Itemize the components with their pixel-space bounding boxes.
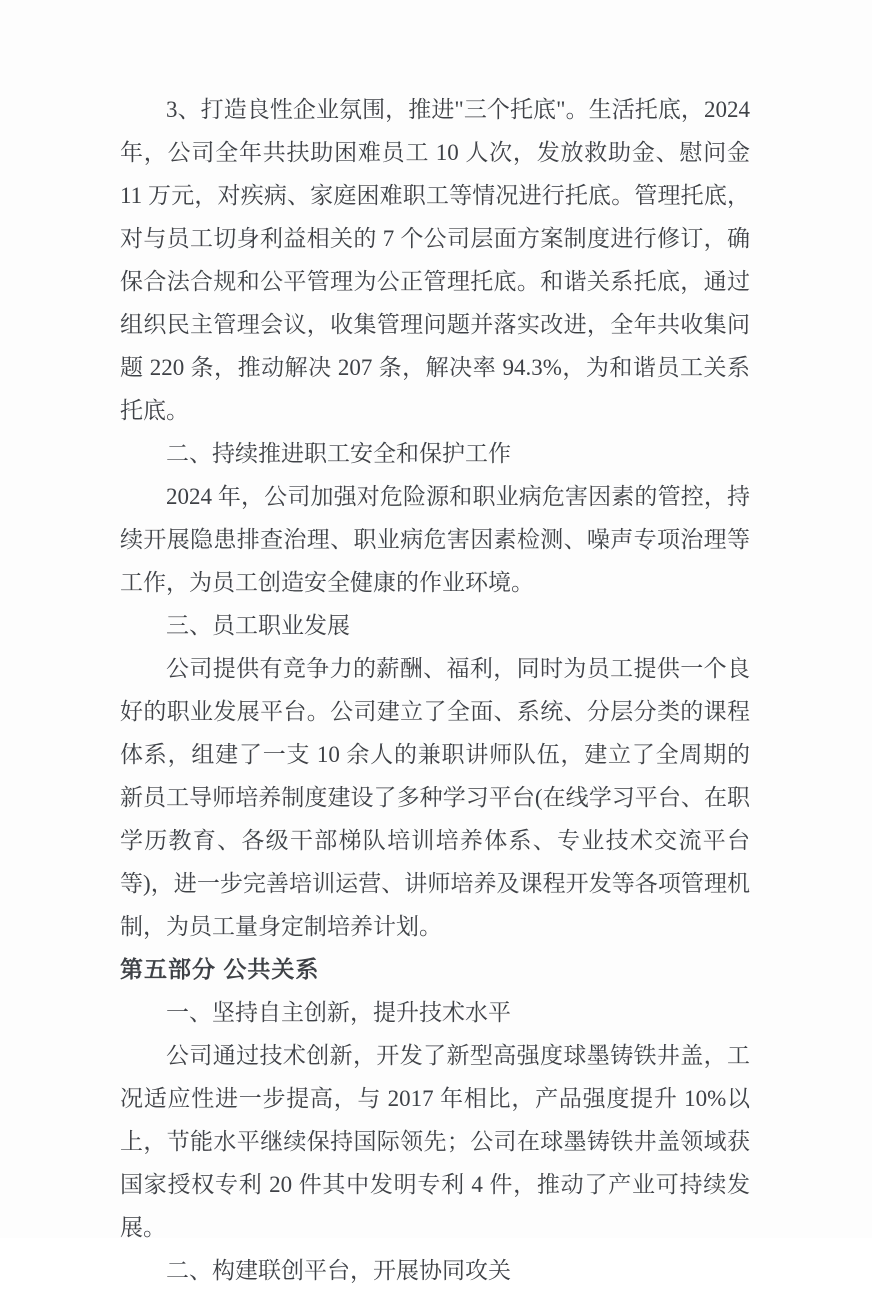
heading-independent-innovation: 一、坚持自主创新，提升技术水平 xyxy=(166,1000,511,1025)
heading-joint-innovation-platform: 二、构建联创平台，开展协同攻关 xyxy=(166,1258,511,1283)
heading-employee-career-development: 三、员工职业发展 xyxy=(166,613,350,638)
paragraph-safety-management-2024: 2024 年，公司加强对危险源和职业病危害因素的管控，持续开展隐患排查治理、职业病危害因素检测、噪声专项治理等工作，为员工创造安全健康的作业环境。 xyxy=(120,484,750,595)
paragraph-training-platform-system: 公司提供有竞争力的薪酬、福利，同时为员工提供一个良好的职业发展平台。公司建立了全面、系统、分层分类的课程体系，组建了一支 10 余人的兼职讲师队伍，建立了全周期的新员工导师培养制度建设了多种学习平台(在线学习平台、在职学历教育、各级干部梯队培训培养体系、专业技术交流平台等)，进一步完善培训运营、讲师培养及课程开发等各项管理机制，为员工量身定制培养计划。 xyxy=(120,656,750,939)
paragraph-three-supports: 3、打造良性企业氛围，推进"三个托底"。生活托底，2024 年，公司全年共扶助困难员工 10 人次，发放救助金、慰问金 11 万元，对疾病、家庭困难职工等情况进行托底。管理托底，对与员工切身利益相关的 7 个公司层面方案制度进行修订，确保合法合规和公平管理为公正管理托底。和谐关系托底，通过组织民主管理会议，收集管理问题并落实改进，全年共收集问题 220 条，推动解决 207 条，解决率 94.3%，为和谐员工关系托底。 xyxy=(120,97,750,423)
paragraph-innovation-patent-results: 公司通过技术创新，开发了新型高强度球墨铸铁井盖，工况适应性进一步提高，与 2017 年相比，产品强度提升 10%以上，节能水平继续保持国际领先；公司在球墨铸铁井盖领域获国家授权专利 20 件其中发明专利 4 件，推动了产业可持续发展。 xyxy=(120,1043,750,1240)
chapter-heading-part-five-public-relations: 第五部分 公共关系 xyxy=(120,956,320,982)
heading-worker-safety-protection: 二、持续推进职工安全和保护工作 xyxy=(166,441,511,466)
